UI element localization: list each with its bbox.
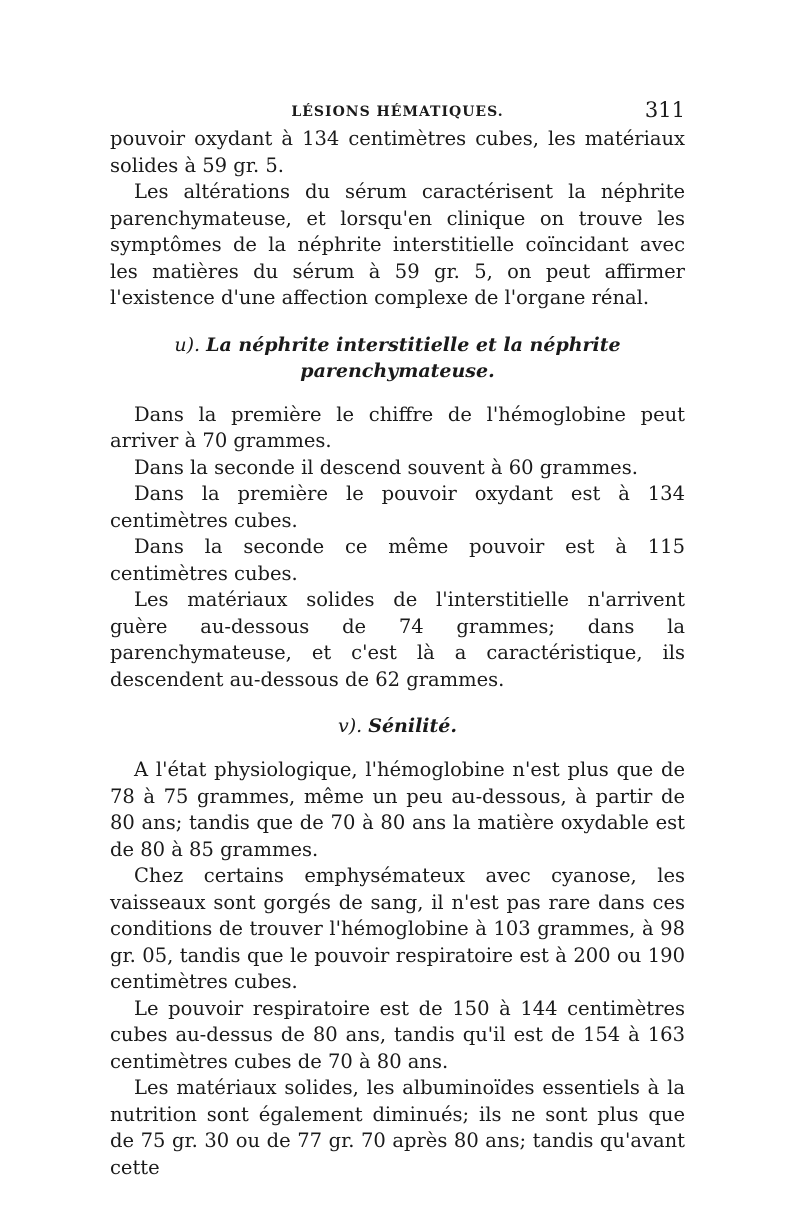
paragraph-serum-alterations: Les altérations du sérum caractérisent la néphrite parenchymateuse, et lorsqu'en clinique on trouve les symptômes de la néphrite interstitielle coïncidant avec les matières du sérum à 59 gr. 5, on peut affirmer l'existence d'une affection complexe de l'organe rénal. (110, 180, 685, 309)
section-title-v: Sénilité. (368, 715, 457, 737)
paragraph-second-hemoglobin: Dans la seconde il descend souvent à 60 grammes. (134, 455, 638, 479)
section-heading-v (110, 713, 685, 739)
paragraph-first-oxidant: Dans la première le pouvoir oxydant est à 134 centimètres cubes. (110, 482, 685, 532)
section-label-u: u). (174, 333, 201, 356)
paragraph-physiological-state: A l'état physiologique, l'hémoglobine n'est plus que de 78 à 75 grammes, même un peu au-dessous, à partir de 80 ans; tandis que de 70 à 80 ans la matière oxydable est de 80 à 85 grammes. (110, 758, 685, 861)
paragraph-emphysematous: Chez certains emphysémateux avec cyanose, les vaisseaux sont gorgés de sang, il n'est pas rare dans ces conditions de trouver l'hémoglobine à 103 grammes, à 98 gr. 05, tandis que le pouvoir respiratoire est à 200 ou 190 centimètres cubes. (110, 864, 685, 993)
paragraph-solid-materials: Les matériaux solides de l'interstitielle n'arrivent guère au-dessous de 74 grammes; dans la parenchymateuse, et c'est là a caractéristique, ils descendent au-dessous de 62 grammes. (110, 588, 685, 691)
book-page (110, 96, 685, 1181)
section-label-v: v). (338, 715, 363, 737)
paragraph-respiratory-power: Le pouvoir respiratoire est de 150 à 144 centimètres cubes au-dessus de 80 ans, tandis qu'il est de 154 à 163 centimètres cubes de 70 à 80 ans. (110, 996, 685, 1073)
paragraph-second-oxidant: Dans la seconde ce même pouvoir est à 115 centimètres cubes. (110, 535, 685, 585)
paragraph-continuation: pouvoir oxydant à 134 centimètres cubes, les matériaux solides à 59 gr. 5. (110, 127, 685, 177)
body-text (110, 126, 685, 1181)
page-number: 311 (644, 98, 685, 122)
section-heading-u (110, 332, 685, 384)
paragraph-solid-nutrition: Les matériaux solides, les albuminoïdes essentiels à la nutrition sont également diminués; ils ne sont plus que de 75 gr. 30 ou de 77 gr. 70 après 80 ans; tandis qu'avant cette (110, 1076, 685, 1179)
running-title: LÉSIONS HÉMATIQUES. (291, 104, 504, 120)
section-title-u: La néphrite interstitielle et la néphrite parenchymateuse. (206, 333, 621, 382)
running-head (110, 96, 685, 124)
paragraph-first-hemoglobin: Dans la première le chiffre de l'hémoglobine peut arriver à 70 grammes. (110, 402, 685, 452)
